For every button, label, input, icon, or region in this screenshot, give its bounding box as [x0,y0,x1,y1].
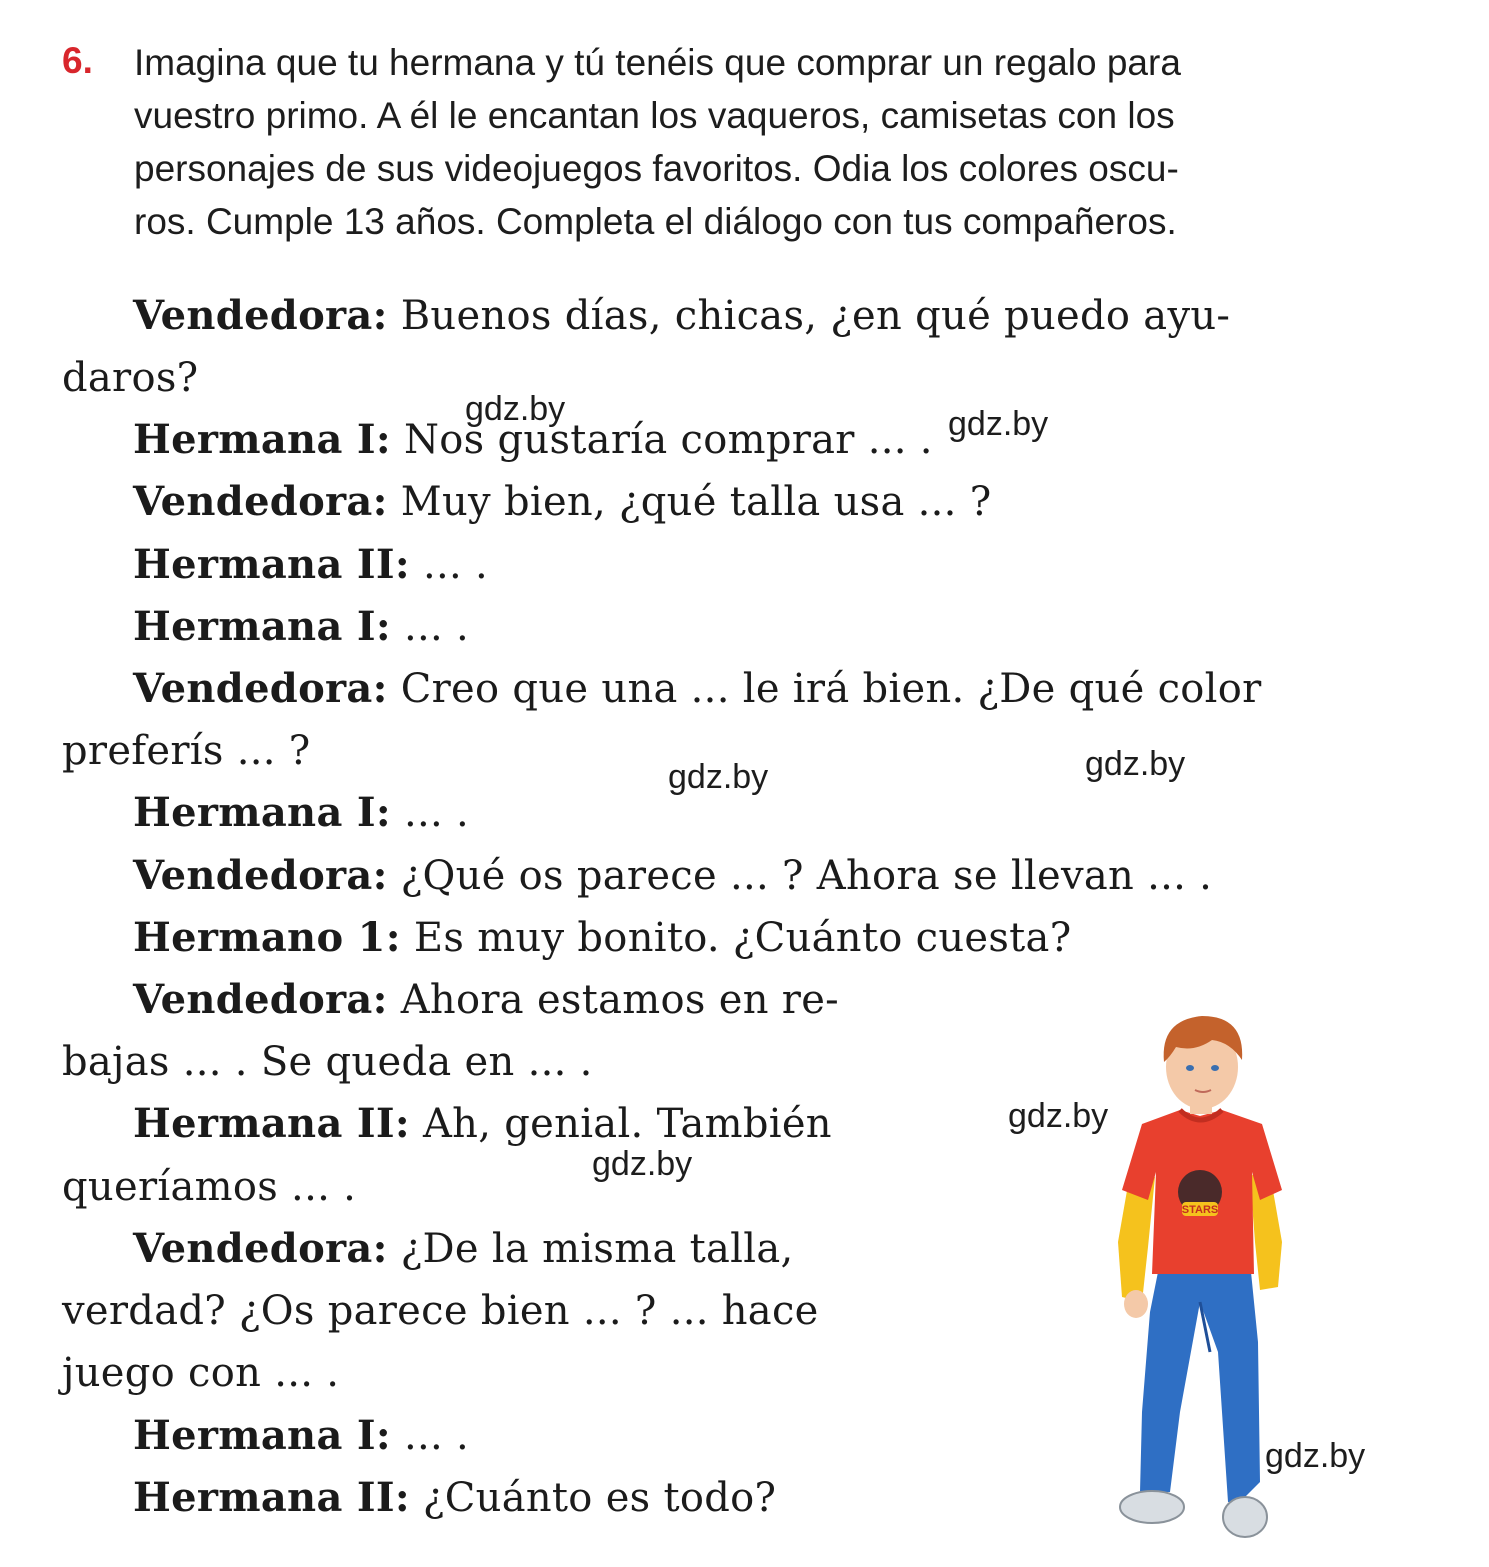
watermark: gdz.by [465,390,566,428]
line-text: Ahora estamos en re- [387,977,839,1023]
speaker-label: Vendedora: [133,478,388,525]
line-text: Muy bien, ¿qué talla usa ... ? [387,479,992,525]
line-text: Es muy bonito. ¿Cuánto cuesta? [400,915,1072,961]
dialogue-line [62,354,198,401]
exercise-number: 6. [62,40,93,81]
line-text: verdad? ¿Os parece bien ... ? ... hace [62,1288,819,1334]
watermark: gdz.by [1265,1437,1366,1475]
dialogue-line [133,292,1230,339]
dialogue-line [133,976,839,1023]
dialogue-line [133,1100,832,1147]
watermark: gdz.by [668,758,769,796]
dialogue-line [133,789,469,836]
speaker-label: Vendedora: [133,665,388,712]
line-text: Buenos días, chicas, ¿en qué puedo ayu- [387,293,1231,339]
watermark: gdz.by [1085,745,1186,783]
instruction-line: vuestro primo. A él le encantan los vaqueros, camisetas con los [134,95,1175,136]
speaker-label: Hermana II: [133,541,410,588]
speaker-label: Vendedora: [133,976,388,1023]
dialogue-line [133,603,469,650]
speaker-label: Hermana II: [133,1474,410,1521]
speaker-label: Vendedora: [133,852,388,899]
instruction-line: personajes de sus videojuegos favoritos. Odia los colores oscu- [134,148,1179,189]
dialogue-line [133,665,1262,712]
dialogue-line [62,1349,339,1396]
line-text: ... . [390,790,470,836]
line-text: ¿Qué os parece ... ? Ahora se llevan ... . [387,853,1213,899]
line-text: ... . [409,542,489,588]
instruction-line: Imagina que tu hermana y tú tenéis que comprar un regalo para [134,42,1181,83]
dialogue-line [133,1474,776,1521]
speaker-label: Hermana I: [133,416,391,463]
dialogue-line [62,727,311,774]
line-text: ... . [390,604,470,650]
boy-illustration [1100,1012,1300,1542]
watermark: gdz.by [1008,1097,1109,1135]
line-text: daros? [62,355,199,401]
line-text: preferís ... ? [62,728,311,774]
speaker-label: Hermana I: [133,789,391,836]
speaker-label: Hermana I: [133,1412,391,1459]
line-text: juego con ... . [62,1350,340,1396]
dialogue-line [62,1287,819,1334]
speaker-label: Hermana I: [133,603,391,650]
speaker-label: Hermana II: [133,1100,410,1147]
watermark: gdz.by [948,405,1049,443]
line-text: ¿Cuánto es todo? [409,1475,777,1521]
shirt-logo-text: STARS [1181,1204,1219,1216]
line-text: queríamos ... . [62,1164,357,1210]
dialogue-line [133,541,488,588]
line-text: Ah, genial. También [409,1101,832,1147]
watermark: gdz.by [592,1145,693,1183]
speaker-label: Vendedora: [133,292,388,339]
line-text: ... . [390,1413,470,1459]
speaker-label: Hermano 1: [133,914,401,961]
dialogue-line [133,914,1071,961]
dialogue-line [62,1163,356,1210]
line-text: ¿De la misma talla, [387,1226,794,1272]
dialogue-line [133,852,1212,899]
dialogue-line [133,478,991,525]
line-text: Creo que una ... le irá bien. ¿De qué color [387,666,1262,712]
instruction-line: ros. Cumple 13 años. Completa el diálogo con tus compañeros. [134,201,1177,242]
dialogue-line [62,1038,593,1085]
speaker-label: Vendedora: [133,1225,388,1272]
line-text: Nos gustaría comprar ... . [390,417,933,463]
line-text: bajas ... . Se queda en ... . [62,1039,593,1085]
dialogue-line [133,1225,794,1272]
dialogue-line [133,1412,469,1459]
